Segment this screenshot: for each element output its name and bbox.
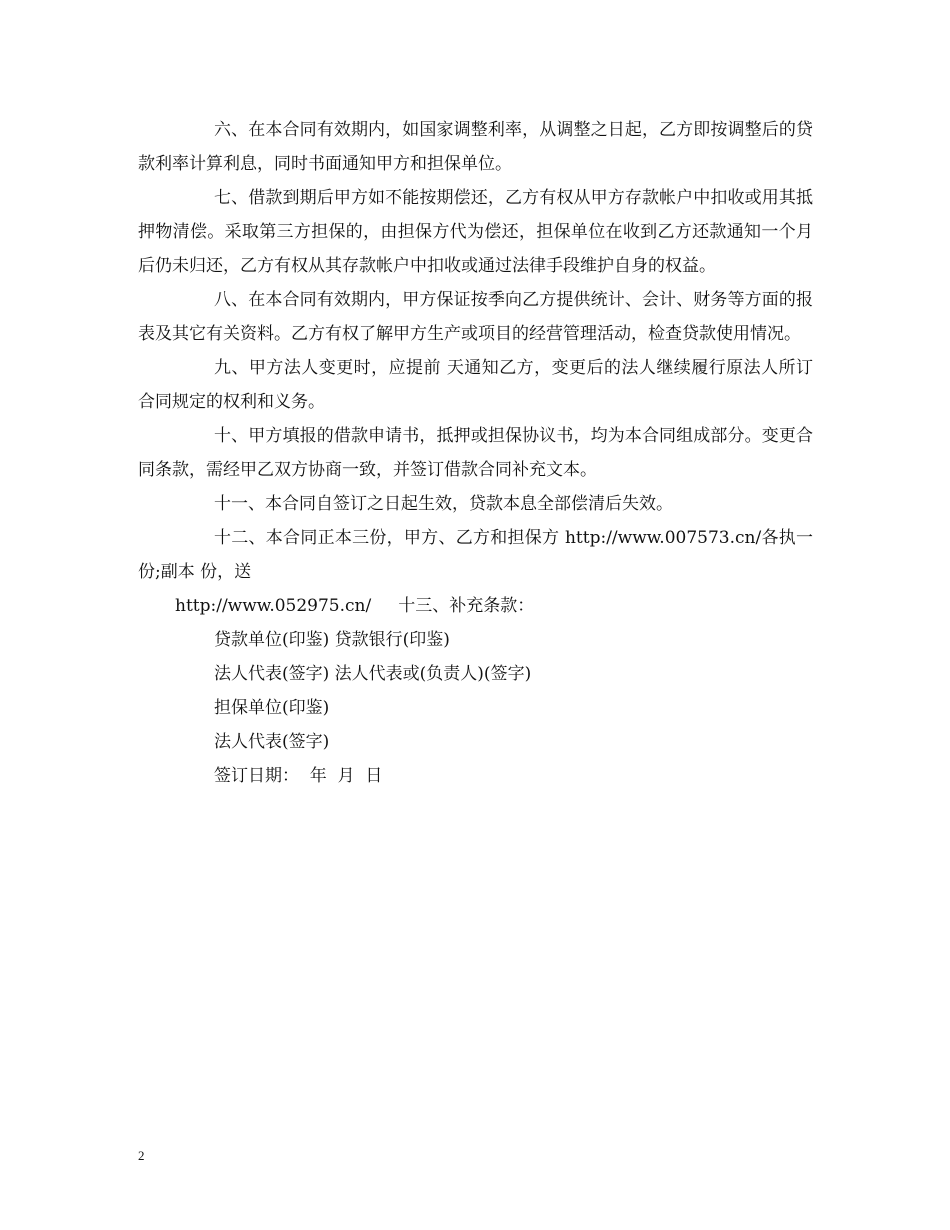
clause-12: 十二、本合同正本三份，甲方、乙方和担保方 http://www.007573.cn/各执一份;副本 份，送 [138, 528, 813, 582]
clause-13-supplementary: http://www.052975.cn/ 十三、补充条款： [175, 596, 535, 616]
clause-11: 十一、本合同自签订之日起生效，贷款本息全部偿清后失效。 [214, 494, 673, 514]
clause-6: 六、在本合同有效期内，如国家调整利率，从调整之日起，乙方即按调整后的贷款利率计算利息，同时书面通知甲方和担保单位。 [138, 120, 813, 174]
signature-legal-representatives: 法人代表(签字) 法人代表或(负责人)(签字) [214, 664, 532, 684]
signing-date: 签订日期： 年 月 日 [214, 766, 383, 786]
clause-7: 七、借款到期后甲方如不能按期偿还，乙方有权从甲方存款帐户中扣收或用其抵押物清偿。采取第三方担保的，由担保方代为偿还，担保单位在收到乙方还款通知一个月后仍未归还，乙方有权从其存款帐户中扣收或通过法律手段维护自身的权益。 [138, 188, 813, 276]
page-number: 2 [138, 1148, 145, 1163]
clause-8: 八、在本合同有效期内，甲方保证按季向乙方提供统计、会计、财务等方面的报表及其它有关资料。乙方有权了解甲方生产或项目的经营管理活动，检查贷款使用情况。 [138, 290, 813, 344]
clause-9: 九、甲方法人变更时，应提前 天通知乙方，变更后的法人继续履行原法人所订合同规定的权利和义务。 [138, 358, 813, 412]
signature-guarantor-representative: 法人代表(签字) [214, 732, 330, 752]
clause-10: 十、甲方填报的借款申请书，抵押或担保协议书，均为本合同组成部分。变更合同条款，需经甲乙双方协商一致，并签订借款合同补充文本。 [138, 426, 813, 480]
contract-body [138, 113, 813, 793]
signature-guarantor: 担保单位(印鉴) [214, 698, 330, 718]
signature-lender-bank: 贷款单位(印鉴) 贷款银行(印鉴) [214, 630, 450, 650]
